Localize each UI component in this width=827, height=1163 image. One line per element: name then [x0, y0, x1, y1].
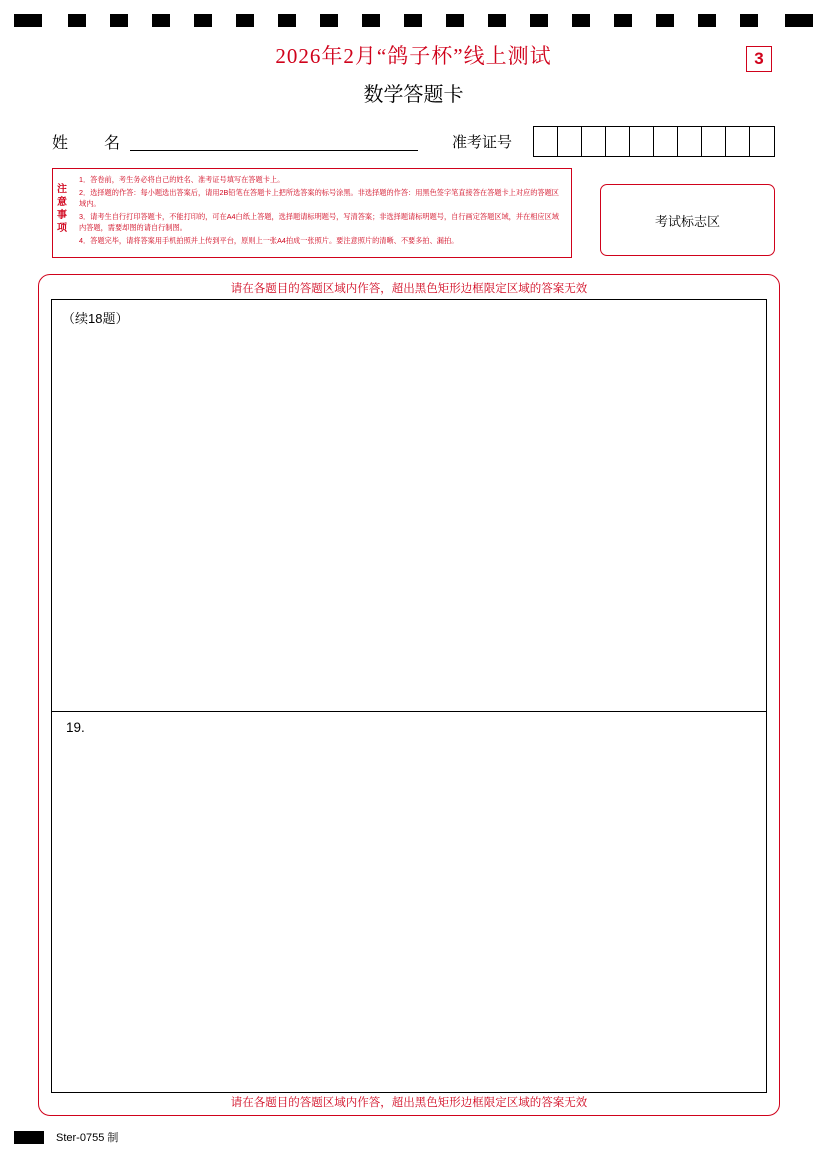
timing-mark [110, 14, 128, 27]
timing-mark [530, 14, 548, 27]
exam-number-cell[interactable] [558, 127, 582, 156]
exam-number-cell[interactable] [726, 127, 750, 156]
timing-mark [320, 14, 338, 27]
exam-mark-area-label: 考试标志区 [654, 213, 720, 229]
notice-item: 3．请考生自行打印答题卡，不能打印的，可在A4白纸上答题，选择题请标明题号，写清答案；非选择题请标明题号，自行画定答题区域，并在相应区域内答题，需要却图的请自行制图。 [79, 211, 559, 232]
notice-item: 2．选择题的作答：每小题选出答案后，请用2B铅笔在答题卡上把所选答案的标号涂黑。非选择题的作答：用黑色签字笔直接答在答题卡上对应的答题区域内。 [79, 187, 559, 208]
exam-mark-area [600, 184, 775, 256]
exam-number-cell[interactable] [606, 127, 630, 156]
name-input-line[interactable] [130, 150, 418, 151]
notice-title: 注意事项 [57, 184, 67, 234]
page-number-badge: 3 [746, 46, 772, 72]
name-label: 姓 名 [52, 135, 131, 152]
timing-mark [572, 14, 590, 27]
footer-text: Ster-0755 制 [56, 1132, 119, 1144]
timing-mark [614, 14, 632, 27]
exam-number-cell[interactable] [654, 127, 678, 156]
timing-mark [152, 14, 170, 27]
answer-area-frame [38, 274, 780, 1116]
timing-mark [656, 14, 674, 27]
answer-hint-top: 请在各题目的答题区域内作答，超出黑色矩形边框限定区域的答案无效 [230, 283, 588, 295]
notice-item: 1．答卷前，考生务必将自己的姓名、准考证号填写在答题卡上。 [79, 175, 285, 184]
answer-block-continued-18[interactable] [52, 300, 766, 712]
notice-box [52, 168, 572, 258]
exam-number-grid[interactable] [533, 126, 775, 157]
exam-number-cell[interactable] [750, 127, 774, 156]
notice-item: 4．答题完毕，请将答案用手机拍照并上传到平台，原则上一张A4拍成一张照片。要注意照片的清晰、不要多拍、漏拍。 [79, 235, 459, 245]
page-subtitle: 数学答题卡 [363, 84, 464, 106]
question-label: 19. [66, 720, 85, 735]
timing-mark [446, 14, 464, 27]
timing-mark [236, 14, 254, 27]
identification-row [52, 126, 775, 156]
exam-number-cell[interactable] [630, 127, 654, 156]
footer-timing-mark [14, 1131, 44, 1144]
timing-mark [740, 14, 758, 27]
timing-mark [698, 14, 716, 27]
timing-mark [488, 14, 506, 27]
question-label: （续18题） [62, 311, 129, 326]
timing-mark [68, 14, 86, 27]
timing-mark [14, 14, 42, 27]
exam-number-cell[interactable] [534, 127, 558, 156]
answer-block-19[interactable] [52, 712, 766, 1092]
notice-body [75, 169, 571, 257]
timing-mark [404, 14, 422, 27]
exam-number-cell[interactable] [582, 127, 606, 156]
exam-number-cell[interactable] [678, 127, 702, 156]
answer-boxes [51, 299, 767, 1093]
timing-mark [278, 14, 296, 27]
answer-hint-bottom: 请在各题目的答题区域内作答，超出黑色矩形边框限定区域的答案无效 [230, 1097, 588, 1109]
timing-marks-row [0, 14, 827, 28]
exam-number-label: 准考证号 [452, 135, 513, 151]
timing-mark [785, 14, 813, 27]
page-title-block [0, 40, 827, 107]
timing-mark [194, 14, 212, 27]
footer [14, 1129, 118, 1145]
timing-mark [362, 14, 380, 27]
exam-number-cell[interactable] [702, 127, 726, 156]
page-title: 2026年2月“鸽子杯”线上测试 [275, 44, 552, 68]
